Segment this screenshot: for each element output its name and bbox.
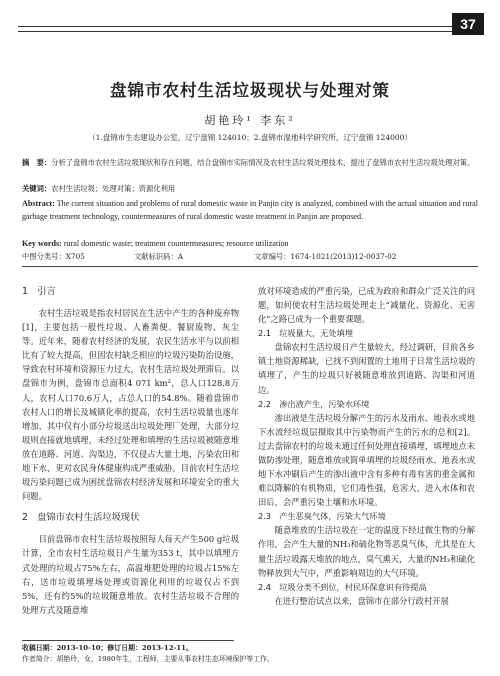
- abstract-chinese: [22, 157, 478, 169]
- section-heading-1: 1 引言: [22, 286, 56, 297]
- article-number: 文章编号：1674-1021(2013)12-0037-02: [254, 252, 397, 261]
- paragraph-continued: 放对环境造成的严重污染，已成为政府和群众广泛关注的问题，如何使农村生活垃圾处理走上“减量化、资源化、无害化”之路已成为一个重要课题。: [258, 286, 475, 325]
- keywords-en-label: Key words:: [22, 239, 62, 248]
- paragraph-2-4: 在进行整治试点以来，盘锦市在部分行政村开展: [274, 595, 449, 606]
- footnote: [22, 643, 478, 664]
- subsection-heading-2-1: 2.1 垃圾量大，无处填埋: [258, 328, 353, 339]
- footnote-rule: [22, 640, 234, 641]
- subsection-heading-2-2: 2.2 渗出液产生，污染水环境: [258, 398, 370, 409]
- keywords-cn-text: 农村生活垃圾；处理对策；资源化利用: [51, 184, 176, 193]
- paragraph-2-1: 盘锦农村生活垃圾日产生量较大，经过调研，目前各乡镇土地资源稀缺，已找不到闲置的土地用于日常生活垃圾的填埋了，产生的垃圾只好被随意堆放到道路、沟渠和河道边。: [258, 342, 475, 395]
- affiliation: （1.盘锦市生态建设办公室，辽宁盘锦 124010；2.盘锦市湿地科学研究所，辽宁盘锦 124000）: [88, 133, 412, 142]
- page-number: 37: [452, 13, 484, 35]
- authors: 胡艳玲¹ 李东²: [204, 114, 296, 127]
- paragraph-status: 目前盘锦市农村生活垃圾按照每人每天产生500 g垃圾计算，全市农村生活垃圾日产生量为353 t，其中以填埋方式处理的垃圾占75%左右，高温堆肥处理的垃圾占15%左右，送市垃圾填埋场处理或资源化利用的垃圾仅占不到5%，还有约5%的垃圾随意堆放。农村生活垃圾不合理的处理方式及随意堆: [22, 534, 239, 615]
- subsection-heading-2-4: 2.4 垃圾分类不到位，村民环保意识有待提高: [258, 581, 427, 592]
- abstract-en-text: The current situation and problems of rural domestic waste in Panjin city is analyzed, combined with the actual situation and rural garbage treatment technology, countermeasures of rural domestic waste treatment in Panjin are proposed.: [22, 199, 478, 221]
- header-rule: [18, 26, 452, 27]
- left-column: [22, 284, 239, 617]
- paragraph-2-2: 渗出液是生活垃圾分解产生的污水及雨水、地表水或地下水流经垃圾层摄取其中污染物而产生的污水的总和[2]。过去盘锦农村的垃圾未通过任何处理直接填埋，填埋地点未做防渗处理，随意堆放或简单填埋的垃圾经雨水、地表水或地下水冲刷后产生的渗出液中含有多种有毒有害的重金属和难以降解的有机物质，它们毒性强，危害大，进入水体和农田后，会严重污染土壤和水环境。: [258, 412, 475, 508]
- keywords-en-text: rural domestic waste; treatment countermeasures; resource utilization: [63, 239, 289, 248]
- abstract-english: [22, 198, 478, 223]
- subsection-heading-2-3: 2.3 产生恶臭气体，污染大气环境: [258, 511, 386, 522]
- header-rule-secondary: [18, 31, 452, 32]
- footnote-received: 收稿日期：2013-10-10；修订日期：2013-12-11。: [22, 644, 193, 652]
- keywords-chinese: [22, 183, 478, 195]
- doc-code: 文献标识码：A: [134, 252, 184, 261]
- paragraph-intro: 农村生活垃圾是指农村居民在生活中产生的各种废弃物[1]，主要包括一般性垃圾、人畜粪便、餐厨废物、灰尘等。近年来，随着农村经济的发展，农民生活水平与以前相比有了较大提高，但因农村缺乏相应的垃圾污染防治设施，导致农村环境和资源压力过大，农村生活垃圾处理滞后。以盘锦市为例，盘锦市总面积4 071 km²，总人口128.8万人，农村人口70.6万人，占总人口的54.8%。随着盘锦市农村人口的增长及城镇化率的提高，农村生活垃圾量也逐年增加，其中仅有小部分垃圾送出垃圾处理厂处理，大部分垃圾则直接就地填埋，未经过处理和填埋的生活垃圾被随意堆放在道路、河道、沟渠边，不仅侵占大量土地，污染农田和地下水，更对农民身体健康构成严重威胁。目前农村生活垃圾污染问题已成为困扰盘锦农村经济发展和环境安全的重大问题。: [22, 308, 239, 502]
- paragraph-2-3: 随意堆放的生活垃圾在一定的温度下经过微生物的分解作用，会产生大量的NH₃和硫化物等恶臭气体，尤其是在大量生活垃圾露天堆放的地点，臭气熏天，大量的NH₃和硫化物释放到大气中，严重影响周边的大气环境。: [258, 525, 475, 578]
- separator-rule: [22, 266, 478, 267]
- keywords-english: [22, 238, 478, 250]
- abstract-cn-label: 摘 要：: [22, 158, 52, 167]
- section-heading-2: 2 盘锦市农村生活垃圾现状: [22, 512, 140, 524]
- keywords-cn-label: 关键词：: [22, 184, 52, 193]
- article-title: 盘锦市农村生活垃圾现状与处理对策: [110, 81, 390, 100]
- abstract-cn-text: 分析了盘锦市农村生活垃圾现状和存在问题，结合盘锦市实际情况及农村生活垃圾处理技术，提出了盘锦市农村生活垃圾处理对策。: [51, 158, 475, 167]
- right-column: [258, 284, 475, 608]
- class-number: 中图分类号：X705: [22, 252, 85, 261]
- footnote-author-bio: 作者简介：胡艳玲，女，1980年生，工程师，主要从事农村生态环境保护等工作。: [22, 654, 274, 663]
- abstract-en-label: Abstract:: [22, 199, 55, 208]
